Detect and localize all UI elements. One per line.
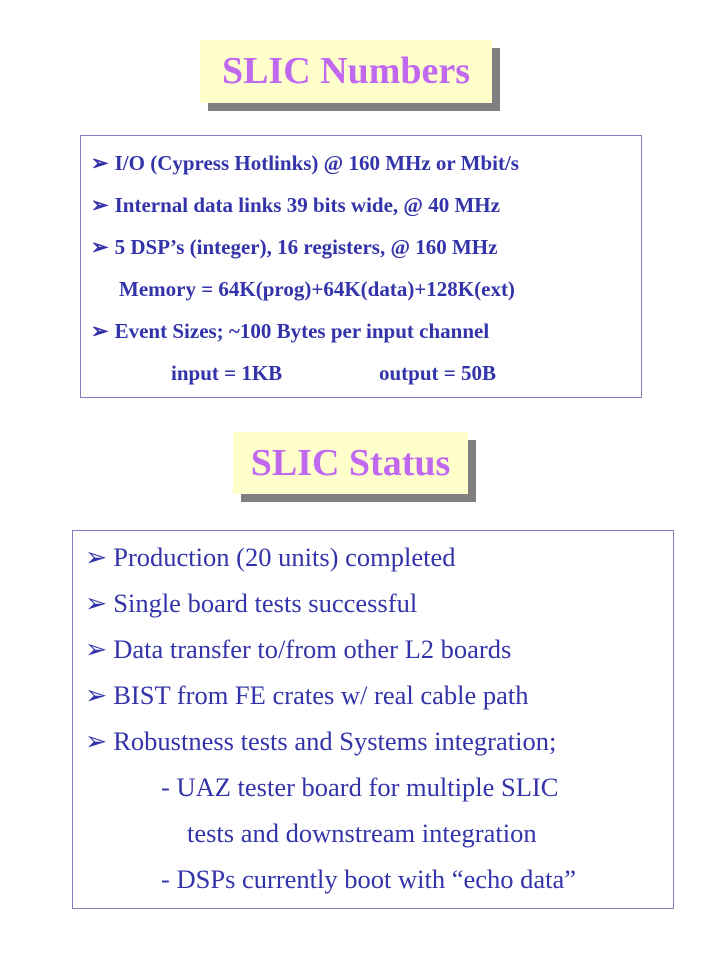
status-line: tests and downstream integration (187, 818, 537, 848)
bullet-arrow-icon: ➢ (85, 634, 108, 664)
bullet-arrow-icon: ➢ (85, 588, 108, 618)
numbers-line: output = 50B (379, 361, 496, 385)
status-line: - DSPs currently boot with “echo data” (161, 864, 577, 894)
bullet-arrow-icon: ➢ (91, 319, 109, 343)
status-line: ➢ Robustness tests and Systems integration; (85, 726, 557, 756)
bullet-arrow-icon: ➢ (85, 542, 108, 572)
bullet-arrow-icon: ➢ (85, 726, 108, 756)
numbers-line: input = 1KB (171, 361, 283, 385)
bullet-arrow-icon: ➢ (91, 151, 109, 175)
numbers-line: ➢ I/O (Cypress Hotlinks) @ 160 MHz or Mbit/s (91, 151, 519, 175)
status-line: - UAZ tester board for multiple SLIC (161, 772, 559, 802)
slic-status-title: SLIC Status (233, 432, 468, 494)
slic-numbers-box (80, 135, 642, 398)
status-line: ➢ Single board tests successful (85, 588, 418, 618)
status-line: ➢ BIST from FE crates w/ real cable path (85, 680, 529, 710)
bullet-arrow-icon: ➢ (85, 680, 108, 710)
slic-numbers-title: SLIC Numbers (200, 40, 492, 103)
status-line: ➢ Production (20 units) completed (85, 542, 456, 572)
bullet-arrow-icon: ➢ (91, 235, 109, 259)
numbers-line: ➢ 5 DSP’s (integer), 16 registers, @ 160 MHz (91, 235, 498, 259)
numbers-line: ➢ Internal data links 39 bits wide, @ 40 MHz (91, 193, 500, 217)
status-line: ➢ Data transfer to/from other L2 boards (85, 634, 512, 664)
bullet-arrow-icon: ➢ (91, 193, 109, 217)
numbers-line: Memory = 64K(prog)+64K(data)+128K(ext) (119, 277, 515, 301)
slic-status-box (72, 530, 674, 909)
numbers-line: ➢ Event Sizes; ~100 Bytes per input channel (91, 319, 490, 343)
